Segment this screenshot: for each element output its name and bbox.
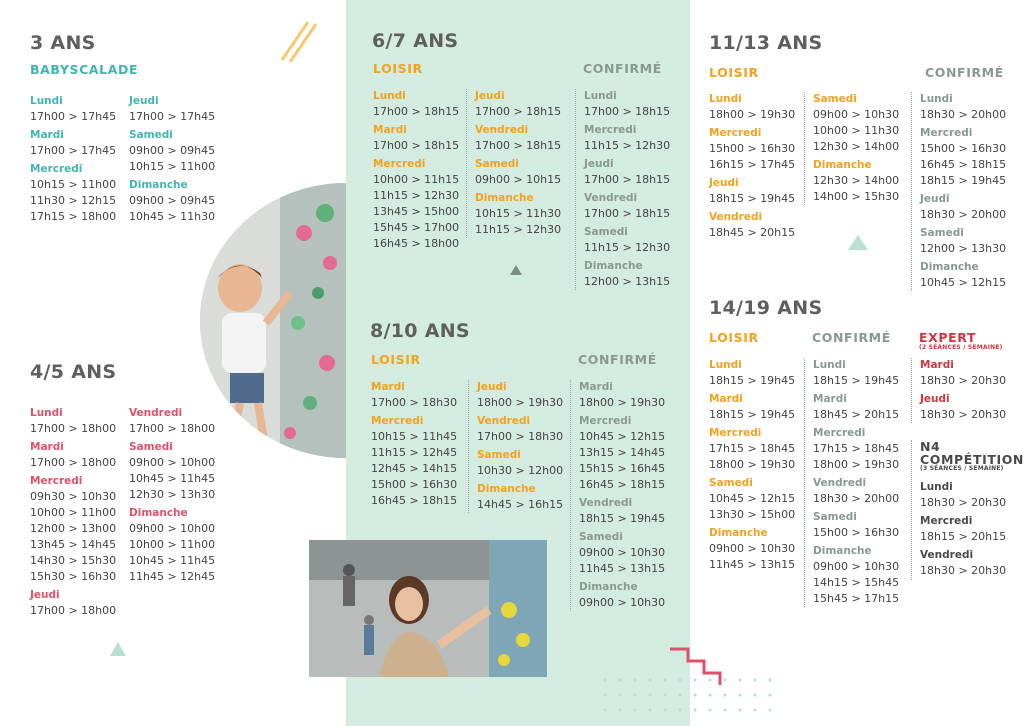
day-label: Mercredi xyxy=(813,427,866,439)
day-label: Samedi xyxy=(129,129,173,141)
time-slot: 15h00 > 16h30 xyxy=(920,142,1007,155)
day-label: Samedi xyxy=(709,477,753,489)
section-4-5-ans xyxy=(30,361,116,383)
schedule-45-col1 xyxy=(30,406,116,619)
time-slot: 18h00 > 19h30 xyxy=(579,396,666,409)
time-slot: 17h00 > 18h15 xyxy=(373,105,460,118)
time-slot: 09h00 > 10h30 xyxy=(579,596,666,609)
day-label: Lundi xyxy=(813,359,846,371)
day-label: Samedi xyxy=(475,158,519,170)
time-slot: 12h30 > 14h00 xyxy=(813,174,900,187)
time-slot: 17h00 > 17h45 xyxy=(30,144,117,157)
section-14-19-ans xyxy=(709,297,822,319)
day-label: Mercredi xyxy=(584,124,637,136)
time-slot: 10h00 > 11h15 xyxy=(373,173,460,186)
time-slot: 09h30 > 10h30 xyxy=(30,490,117,503)
time-slot: 11h30 > 12h15 xyxy=(30,194,117,207)
day-label: Samedi xyxy=(584,226,628,238)
schedule-67-confirme xyxy=(575,89,670,290)
day-label: Vendredi xyxy=(129,407,183,419)
day-label: Vendredi xyxy=(813,477,867,489)
day-label: Vendredi xyxy=(920,549,974,561)
time-slot: 14h15 > 15h45 xyxy=(813,576,900,589)
day-label: Jeudi xyxy=(920,193,950,205)
time-slot: 12h00 > 13h30 xyxy=(920,242,1007,255)
day-label: Dimanche xyxy=(129,507,188,519)
time-slot: 14h45 > 16h15 xyxy=(477,498,564,511)
time-slot: 18h00 > 19h30 xyxy=(709,458,796,471)
day-label: Mardi xyxy=(709,393,743,405)
time-slot: 17h00 > 17h45 xyxy=(30,110,117,123)
day-label: Jeudi xyxy=(584,158,614,170)
dot-grid-decoration xyxy=(600,675,780,715)
time-slot: 13h45 > 14h45 xyxy=(30,538,117,551)
day-label: Dimanche xyxy=(475,192,534,204)
day-label: Lundi xyxy=(709,93,742,105)
expert-header xyxy=(919,330,1003,351)
time-slot: 11h45 > 12h45 xyxy=(129,570,216,583)
time-slot: 09h00 > 09h45 xyxy=(129,194,216,207)
time-slot: 15h45 > 17h00 xyxy=(373,221,460,234)
time-slot: 13h15 > 14h45 xyxy=(579,446,666,459)
day-label: Lundi xyxy=(30,407,63,419)
schedule-67-loisir2 xyxy=(466,89,561,238)
day-label: Jeudi xyxy=(30,589,60,601)
day-label: Mercredi xyxy=(30,163,83,175)
time-slot: 10h30 > 12h00 xyxy=(477,464,564,477)
schedule-3-col1 xyxy=(30,94,116,225)
day-label: Mardi xyxy=(30,441,64,453)
day-label: Mercredi xyxy=(920,515,973,527)
time-slot: 17h15 > 18h45 xyxy=(709,442,796,455)
day-label: Samedi xyxy=(477,449,521,461)
confirme-label: CONFIRMÉ xyxy=(578,352,657,367)
day-label: Mercredi xyxy=(709,127,762,139)
time-slot: 10h15 > 11h00 xyxy=(129,160,216,173)
time-slot: 18h30 > 20h30 xyxy=(920,374,1007,387)
day-label: Vendredi xyxy=(477,415,531,427)
time-slot: 09h00 > 10h30 xyxy=(813,560,900,573)
schedule-810-loisir2 xyxy=(468,380,563,513)
time-slot: 16h15 > 17h45 xyxy=(709,158,796,171)
schedule-1419-expert xyxy=(911,358,1006,423)
day-label: Mardi xyxy=(813,393,847,405)
time-slot: 11h15 > 12h30 xyxy=(584,241,671,254)
time-slot: 12h00 > 13h15 xyxy=(584,275,671,288)
time-slot: 09h00 > 10h00 xyxy=(129,522,216,535)
day-label: Dimanche xyxy=(477,483,536,495)
time-slot: 10h45 > 12h15 xyxy=(579,430,666,443)
time-slot: 17h00 > 18h15 xyxy=(475,139,562,152)
section-title: 4/5 ANS xyxy=(30,361,117,383)
time-slot: 14h00 > 15h30 xyxy=(813,190,900,203)
section-title: 3 ANS xyxy=(30,32,96,54)
day-label: Mardi xyxy=(30,129,64,141)
loisir-label: LOISIR xyxy=(373,61,423,76)
time-slot: 14h30 > 15h30 xyxy=(30,554,117,567)
day-label: Lundi xyxy=(373,90,406,102)
day-label: Vendredi xyxy=(709,211,763,223)
schedule-1113-loisir1 xyxy=(709,92,795,241)
schedule-1419-n4 xyxy=(920,480,1024,579)
triangle-decoration xyxy=(510,265,522,275)
time-slot: 12h45 > 14h15 xyxy=(371,462,458,475)
time-slot: 16h45 > 18h15 xyxy=(579,478,666,491)
time-slot: 18h00 > 19h30 xyxy=(709,108,796,121)
time-slot: 11h45 > 13h15 xyxy=(709,558,796,571)
time-slot: 18h15 > 19h45 xyxy=(813,374,900,387)
time-slot: 17h00 > 18h30 xyxy=(477,430,564,443)
day-label: Lundi xyxy=(920,93,953,105)
time-slot: 11h15 > 12h45 xyxy=(371,446,458,459)
day-label: Mardi xyxy=(373,124,407,136)
time-slot: 10h00 > 11h00 xyxy=(129,538,216,551)
day-label: Mercredi xyxy=(920,127,973,139)
confirme-label: CONFIRMÉ xyxy=(583,61,662,76)
time-slot: 17h00 > 18h00 xyxy=(30,422,117,435)
time-slot: 11h45 > 13h15 xyxy=(579,562,666,575)
schedule-1419-confirme xyxy=(804,358,899,607)
n4-label: N4 xyxy=(920,439,941,454)
time-slot: 16h45 > 18h00 xyxy=(373,237,460,250)
time-slot: 18h30 > 20h30 xyxy=(920,496,1007,509)
expert-label: EXPERT xyxy=(919,330,977,345)
confirme-label: CONFIRMÉ xyxy=(925,65,1004,80)
schedule-1113-loisir2 xyxy=(804,92,899,205)
section-6-7-ans xyxy=(372,30,458,52)
time-slot: 18h45 > 20h15 xyxy=(709,226,796,239)
loisir-label: LOISIR xyxy=(709,65,759,80)
time-slot: 09h00 > 10h15 xyxy=(475,173,562,186)
n4-note: (3 SÉANCES / SEMAINE) xyxy=(920,465,1004,472)
time-slot: 18h15 > 19h45 xyxy=(709,408,796,421)
day-label: Vendredi xyxy=(584,192,638,204)
day-label: Jeudi xyxy=(709,177,739,189)
time-slot: 18h30 > 20h30 xyxy=(920,564,1007,577)
climbing-child-photo xyxy=(200,183,346,458)
time-slot: 17h00 > 18h15 xyxy=(584,173,671,186)
schedule-1419-loisir xyxy=(709,358,795,573)
section-title: 11/13 ANS xyxy=(709,32,823,54)
confirme-label: CONFIRMÉ xyxy=(812,330,891,345)
time-slot: 12h00 > 13h00 xyxy=(30,522,117,535)
time-slot: 17h00 > 18h30 xyxy=(371,396,458,409)
time-slot: 09h00 > 10h30 xyxy=(579,546,666,559)
day-label: Mercredi xyxy=(373,158,426,170)
section-11-13-ans xyxy=(709,32,822,54)
time-slot: 10h45 > 11h30 xyxy=(129,210,216,223)
time-slot: 10h45 > 11h45 xyxy=(129,472,216,485)
triangle-decoration xyxy=(848,235,868,250)
time-slot: 17h00 > 18h00 xyxy=(129,422,216,435)
day-label: Dimanche xyxy=(813,545,872,557)
time-slot: 10h00 > 11h30 xyxy=(813,124,900,137)
time-slot: 16h45 > 18h15 xyxy=(920,158,1007,171)
section-title: 6/7 ANS xyxy=(372,30,459,52)
time-slot: 11h15 > 12h30 xyxy=(373,189,460,202)
schedule-3-col2 xyxy=(129,94,215,225)
time-slot: 15h00 > 16h30 xyxy=(813,526,900,539)
time-slot: 18h30 > 20h00 xyxy=(813,492,900,505)
day-label: Mardi xyxy=(579,381,613,393)
day-label: Jeudi xyxy=(129,95,159,107)
loisir-label: LOISIR xyxy=(371,352,421,367)
time-slot: 13h30 > 15h00 xyxy=(709,508,796,521)
time-slot: 18h30 > 20h00 xyxy=(920,208,1007,221)
time-slot: 10h15 > 11h30 xyxy=(475,207,562,220)
time-slot: 18h00 > 19h30 xyxy=(813,458,900,471)
day-label: Lundi xyxy=(584,90,617,102)
time-slot: 10h15 > 11h00 xyxy=(30,178,117,191)
time-slot: 12h30 > 14h00 xyxy=(813,140,900,153)
expert-note: (2 SÉANCES / SEMAINE) xyxy=(919,344,1003,351)
time-slot: 18h15 > 19h45 xyxy=(920,174,1007,187)
time-slot: 17h00 > 18h15 xyxy=(584,207,671,220)
time-slot: 15h15 > 16h45 xyxy=(579,462,666,475)
day-label: Dimanche xyxy=(920,261,979,273)
loisir-label: LOISIR xyxy=(709,330,759,345)
time-slot: 15h00 > 16h30 xyxy=(371,478,458,491)
time-slot: 10h45 > 11h45 xyxy=(129,554,216,567)
n4-competition-block xyxy=(911,440,1024,580)
time-slot: 11h15 > 12h30 xyxy=(584,139,671,152)
climbing-teen-photo xyxy=(309,540,547,677)
time-slot: 15h00 > 16h30 xyxy=(709,142,796,155)
schedule-810-loisir1 xyxy=(371,380,457,509)
time-slot: 17h15 > 18h45 xyxy=(813,442,900,455)
time-slot: 17h00 > 17h45 xyxy=(129,110,216,123)
competition-label: COMPÉTITION xyxy=(920,452,1024,467)
triangle-decoration xyxy=(110,642,126,656)
day-label: Vendredi xyxy=(579,497,633,509)
day-label: Dimanche xyxy=(579,581,638,593)
time-slot: 18h30 > 20h00 xyxy=(920,108,1007,121)
time-slot: 10h15 > 11h45 xyxy=(371,430,458,443)
day-label: Jeudi xyxy=(477,381,507,393)
day-label: Dimanche xyxy=(584,260,643,272)
day-label: Dimanche xyxy=(709,527,768,539)
day-label: Lundi xyxy=(709,359,742,371)
day-label: Samedi xyxy=(129,441,173,453)
day-label: Mardi xyxy=(920,359,954,371)
time-slot: 10h45 > 12h15 xyxy=(920,276,1007,289)
schedule-1113-confirme xyxy=(911,92,1006,291)
time-slot: 18h15 > 19h45 xyxy=(709,192,796,205)
time-slot: 17h15 > 18h00 xyxy=(30,210,117,223)
day-label: Mercredi xyxy=(709,427,762,439)
time-slot: 18h15 > 20h15 xyxy=(920,530,1007,543)
time-slot: 18h45 > 20h15 xyxy=(813,408,900,421)
schedule-45-col2 xyxy=(129,406,215,585)
time-slot: 15h30 > 16h30 xyxy=(30,570,117,583)
time-slot: 09h00 > 10h30 xyxy=(709,542,796,555)
day-label: Mercredi xyxy=(30,475,83,487)
section-title: 8/10 ANS xyxy=(370,320,470,342)
time-slot: 18h15 > 19h45 xyxy=(709,374,796,387)
time-slot: 12h30 > 13h30 xyxy=(129,488,216,501)
time-slot: 09h00 > 10h30 xyxy=(813,108,900,121)
decorative-stripes xyxy=(278,18,320,64)
day-label: Lundi xyxy=(30,95,63,107)
section-title: 14/19 ANS xyxy=(709,297,823,319)
time-slot: 15h45 > 17h15 xyxy=(813,592,900,605)
day-label: Mercredi xyxy=(579,415,632,427)
time-slot: 13h45 > 15h00 xyxy=(373,205,460,218)
day-label: Vendredi xyxy=(475,124,529,136)
time-slot: 18h30 > 20h30 xyxy=(920,408,1007,421)
section-3-ans xyxy=(30,32,138,77)
day-label: Jeudi xyxy=(920,393,950,405)
time-slot: 17h00 > 18h00 xyxy=(30,604,117,617)
section-subtitle: BABYSCALADE xyxy=(30,62,139,77)
time-slot: 09h00 > 10h00 xyxy=(129,456,216,469)
time-slot: 17h00 > 18h00 xyxy=(30,456,117,469)
schedule-67-loisir1 xyxy=(373,89,459,252)
day-label: Dimanche xyxy=(813,159,872,171)
time-slot: 10h45 > 12h15 xyxy=(709,492,796,505)
time-slot: 17h00 > 18h15 xyxy=(584,105,671,118)
day-label: Samedi xyxy=(813,93,857,105)
schedule-810-confirme xyxy=(570,380,665,611)
day-label: Samedi xyxy=(920,227,964,239)
time-slot: 11h15 > 12h30 xyxy=(475,223,562,236)
time-slot: 18h15 > 19h45 xyxy=(579,512,666,525)
time-slot: 17h00 > 18h15 xyxy=(373,139,460,152)
time-slot: 18h00 > 19h30 xyxy=(477,396,564,409)
day-label: Samedi xyxy=(579,531,623,543)
day-label: Mercredi xyxy=(371,415,424,427)
time-slot: 17h00 > 18h15 xyxy=(475,105,562,118)
day-label: Jeudi xyxy=(475,90,505,102)
time-slot: 09h00 > 09h45 xyxy=(129,144,216,157)
day-label: Samedi xyxy=(813,511,857,523)
section-8-10-ans xyxy=(370,320,470,342)
day-label: Dimanche xyxy=(129,179,188,191)
day-label: Lundi xyxy=(920,481,953,493)
time-slot: 16h45 > 18h15 xyxy=(371,494,458,507)
time-slot: 10h00 > 11h00 xyxy=(30,506,117,519)
day-label: Mardi xyxy=(371,381,405,393)
